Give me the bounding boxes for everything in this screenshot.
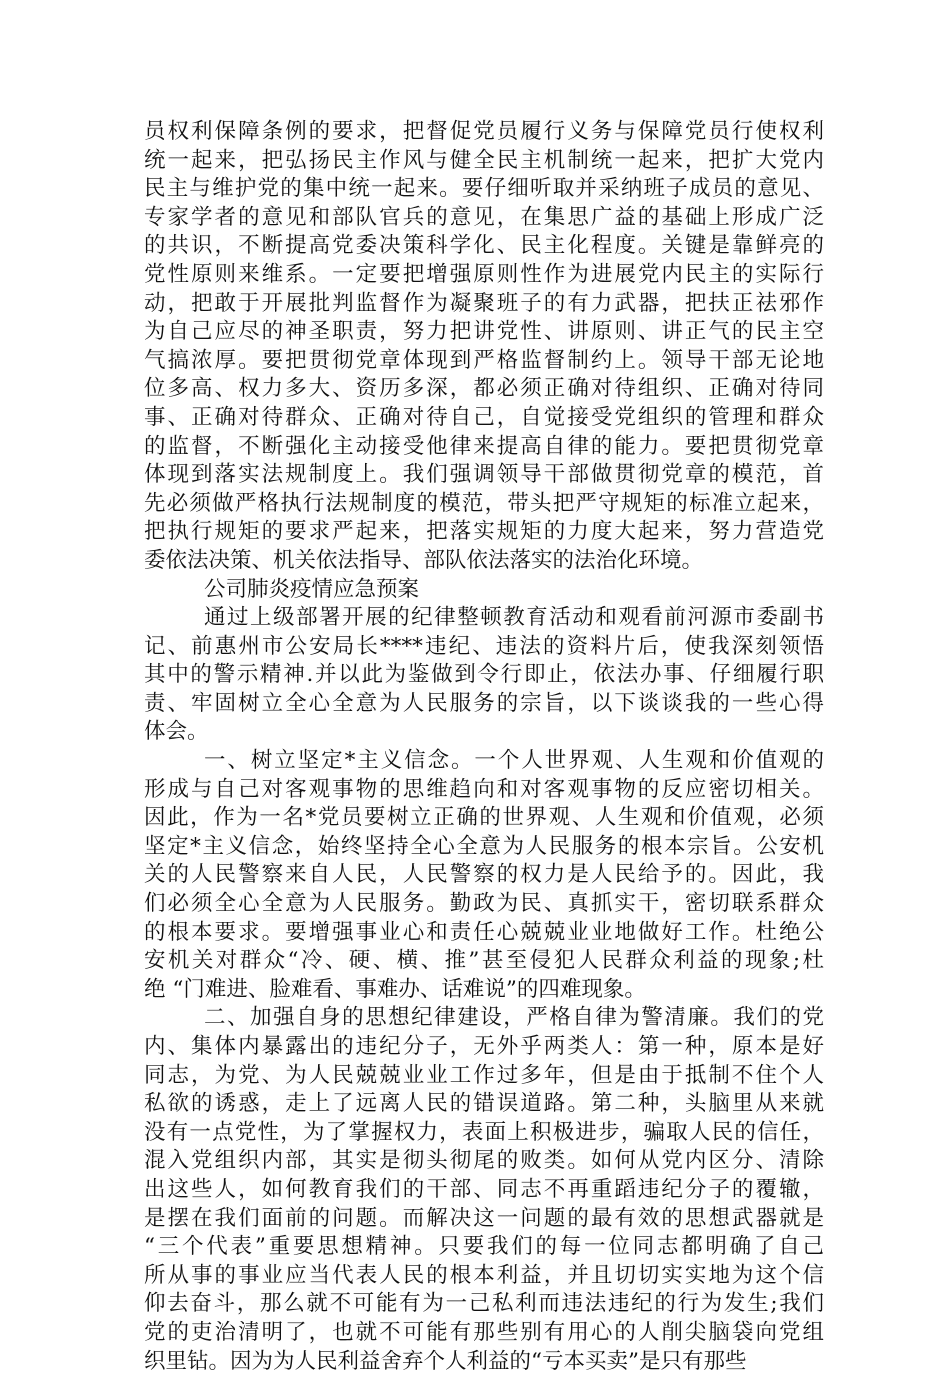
text-line: 所从事的事业应当代表人民的根本利益，并且切切实实地为这个信 bbox=[144, 1262, 824, 1288]
paragraph bbox=[144, 118, 824, 576]
text-line: 把执行规矩的要求严起来，把落实规矩的力度大起来，努力营造党 bbox=[144, 519, 824, 545]
text-line: 的监督，不断强化主动接受他律来提高自律的能力。要把贯彻党章 bbox=[144, 433, 824, 459]
text-line: 为自己应尽的神圣职责，努力把讲党性、讲原则、讲正气的民主空 bbox=[144, 319, 824, 345]
paragraph bbox=[144, 1004, 824, 1376]
text-line: 公司肺炎疫情应急预案 bbox=[204, 576, 420, 602]
text-line: 位多高、权力多大、资历多深，都必须正确对待组织、正确对待同 bbox=[144, 376, 824, 402]
text-line: 们必须全心全意为人民服务。勤政为民、真抓实干，密切联系群众 bbox=[144, 891, 824, 917]
text-line: 民主与维护党的集中统一起来。要仔细听取并采纳班子成员的意见、 bbox=[144, 176, 824, 202]
text-line: 没有一点党性，为了掌握权力，表面上积极进步，骗取人民的信任， bbox=[144, 1119, 824, 1145]
text-line: 党性原则来维系。一定要把增强原则性作为进展党内民主的实际行 bbox=[144, 261, 824, 287]
text-line: 形成与自己对客观事物的思维趋向和对客观事物的反应密切相关。 bbox=[144, 776, 824, 802]
text-line: 同志，为党、为人民兢兢业业工作过多年，但是由于抵制不住个人 bbox=[144, 1062, 824, 1088]
text-line: 坚定*主义信念，始终坚持全心全意为人民服务的根本宗旨。公安机 bbox=[144, 833, 824, 859]
text-line: 二、加强自身的思想纪律建设，严格自律为警清廉。我们的党 bbox=[204, 1005, 824, 1031]
text-line: 私欲的诱惑，走上了远离人民的错误道路。第二种，头脑里从来就 bbox=[144, 1091, 824, 1117]
text-line: 员权利保障条例的要求，把督促党员履行义务与保障党员行使权利 bbox=[144, 119, 824, 144]
paragraph bbox=[144, 604, 824, 747]
text-line: 记、前惠州市公安局长****违纪、违法的资料片后，使我深刻领悟 bbox=[144, 633, 824, 659]
text-line: 体会。 bbox=[144, 719, 209, 745]
text-line: 体现到落实法规制度上。我们强调领导干部做贯彻党章的模范，首 bbox=[144, 462, 824, 488]
document-body bbox=[144, 118, 824, 1376]
text-line: 安机关对群众“冷、硬、横、推”甚至侵犯人民群众利益的现象;杜 bbox=[144, 948, 824, 974]
text-line: 委依法决策、机关依法指导、部队依法落实的法治化环境。 bbox=[144, 547, 704, 573]
text-line: 织里钻。因为为人民利益舍弃个人利益的“亏本买卖”是只有那些 bbox=[144, 1348, 747, 1374]
text-line: 先必须做严格执行法规制度的模范，带头把严守规矩的标准立起来， bbox=[144, 490, 824, 516]
text-line: 内、集体内暴露出的违纪分子，无外乎两类人：第一种，原本是好 bbox=[144, 1034, 824, 1059]
text-line: 绝 “门难进、脸难看、事难办、话难说”的四难现象。 bbox=[144, 976, 646, 1002]
text-line: “三个代表”重要思想精神。只要我们的每一位同志都明确了自己 bbox=[144, 1234, 824, 1260]
text-line: 出这些人，如何教育我们的干部、同志不再重蹈违纪分子的覆辙， bbox=[144, 1176, 824, 1202]
text-line: 仰去奋斗，那么就不可能有为一己私利而违法违纪的行为发生;我们 bbox=[144, 1291, 824, 1317]
text-line: 一、树立坚定*主义信念。一个人世界观、人生观和价值观的 bbox=[204, 748, 824, 774]
text-line: 统一起来，把弘扬民主作风与健全民主机制统一起来，把扩大党内 bbox=[144, 147, 824, 173]
text-line: 其中的警示精神.并以此为鉴做到令行即止，依法办事、仔细履行职 bbox=[144, 662, 824, 688]
text-line: 专家学者的意见和部队官兵的意见，在集思广益的基础上形成广泛 bbox=[144, 204, 824, 230]
paragraph bbox=[144, 747, 824, 1004]
paragraph bbox=[144, 576, 824, 605]
text-line: 事、正确对待群众、正确对待自己，自觉接受党组织的管理和群众 bbox=[144, 404, 824, 430]
text-line: 是摆在我们面前的问题。而解决这一问题的最有效的思想武器就是 bbox=[144, 1205, 824, 1231]
text-line: 混入党组织内部，其实是彻头彻尾的败类。如何从党内区分、清除 bbox=[144, 1148, 824, 1174]
text-line: 气搞浓厚。要把贯彻党章体现到严格监督制约上。领导干部无论地 bbox=[144, 347, 824, 373]
text-line: 党的吏治清明了，也就不可能有那些别有用心的人削尖脑袋向党组 bbox=[144, 1319, 824, 1345]
text-line: 因此，作为一名*党员要树立正确的世界观、人生观和价值观，必须 bbox=[144, 805, 824, 831]
text-line: 的根本要求。要增强事业心和责任心兢兢业业地做好工作。杜绝公 bbox=[144, 919, 824, 945]
text-line: 关的人民警察来自人民，人民警察的权力是人民给予的。因此，我 bbox=[144, 862, 824, 888]
text-line: 责、牢固树立全心全意为人民服务的宗旨，以下谈谈我的一些心得 bbox=[144, 690, 824, 716]
text-line: 动，把敢于开展批判监督作为凝聚班子的有力武器，把扶正祛邪作 bbox=[144, 290, 824, 316]
text-line: 通过上级部署开展的纪律整顿教育活动和观看前河源市委副书 bbox=[204, 605, 824, 631]
text-line: 的共识，不断提高党委决策科学化、民主化程度。关键是靠鲜亮的 bbox=[144, 233, 824, 259]
